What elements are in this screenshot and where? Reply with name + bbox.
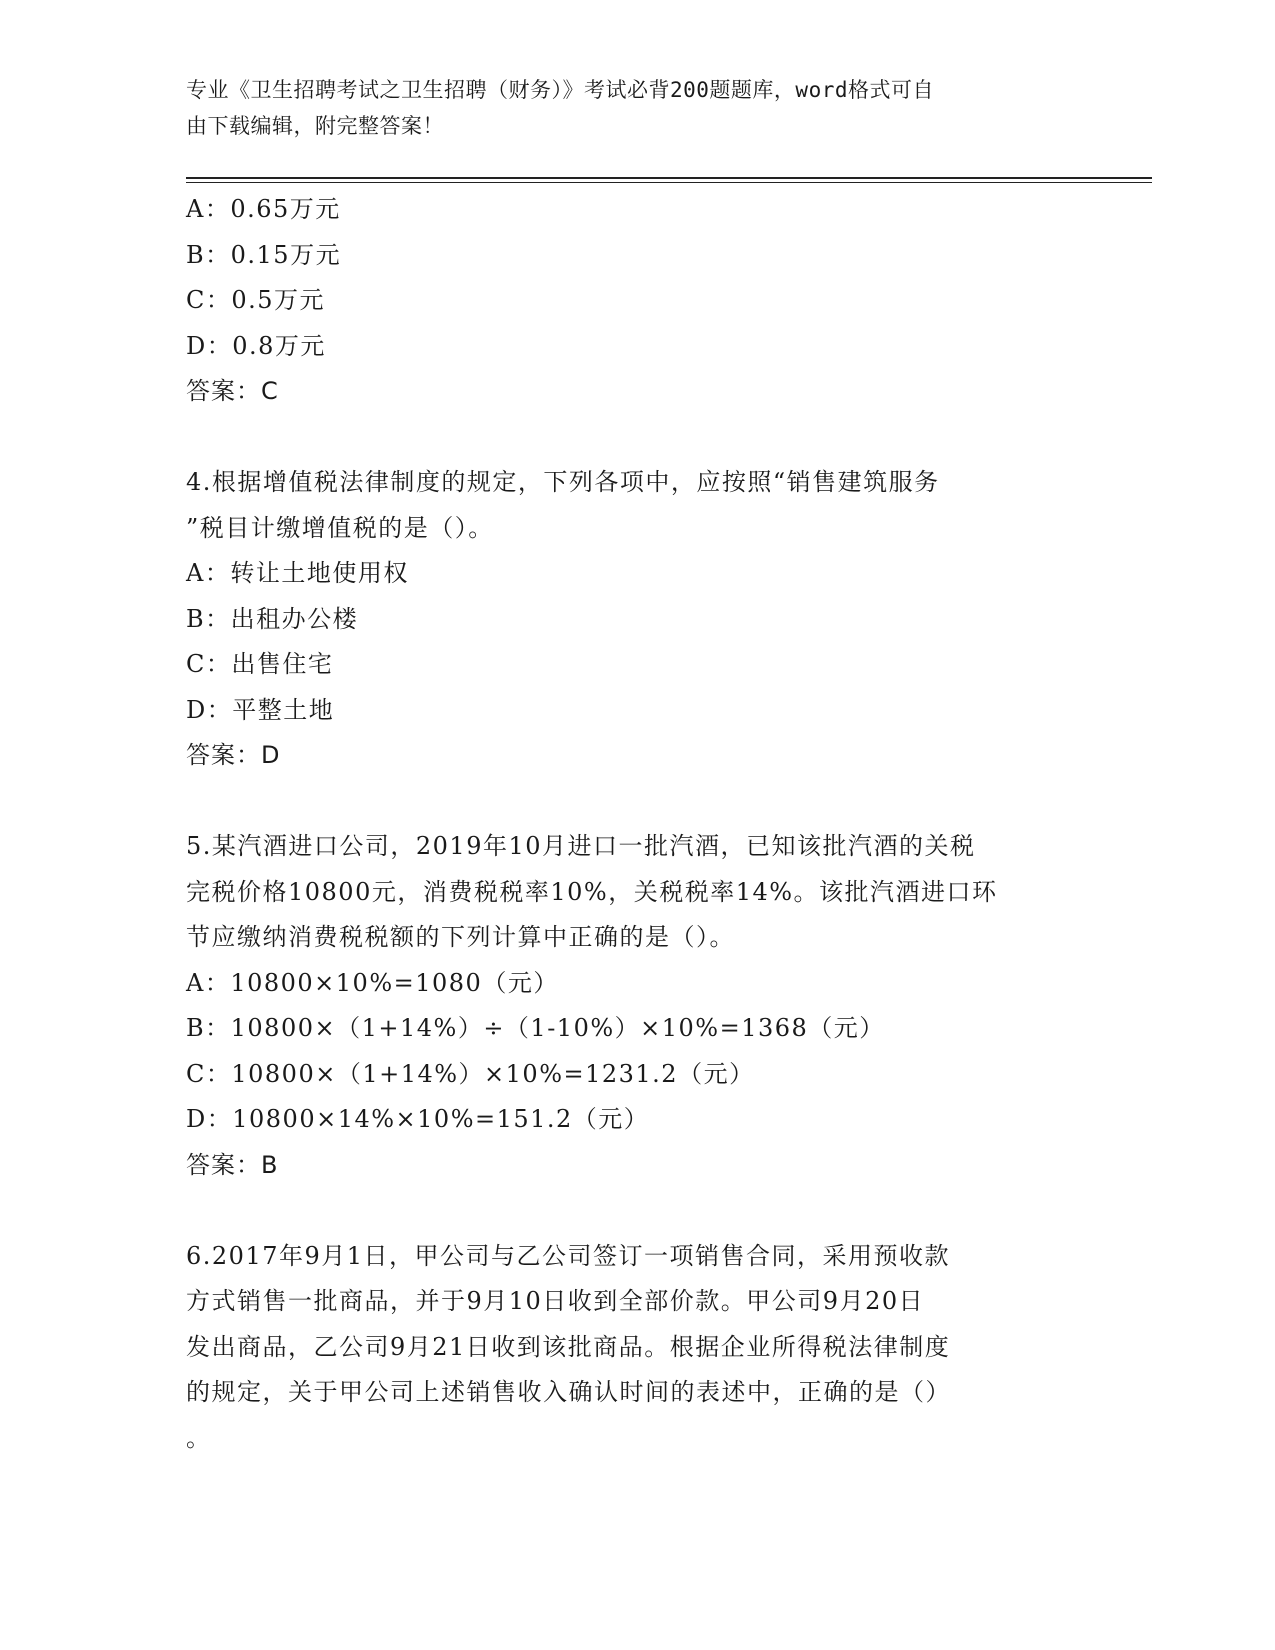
option-a: A：10800×10%=1080（元） <box>186 968 559 997</box>
spacer <box>186 1188 1086 1234</box>
option-c: C：0.5万元 <box>186 286 326 314</box>
header-line-1: 专业《卫生招聘考试之卫生招聘（财务）》考试必背200题题库，word格式可自 <box>186 78 934 102</box>
option-b: B：出租办公楼 <box>186 604 359 633</box>
spacer <box>186 779 1086 825</box>
question-stem-line: 方式销售一批商品，并于9月10日收到全部价款。甲公司9月20日 <box>186 1287 925 1315</box>
question-6 <box>186 1234 1086 1462</box>
header-line-2: 由下载编辑，附完整答案！ <box>186 114 444 138</box>
question-stem-line: 发出商品，乙公司9月21日收到该批商品。根据企业所得税法律制度 <box>186 1332 951 1361</box>
option-d: D：10800×14%×10%=151.2（元） <box>186 1105 650 1133</box>
answer: 答案：D <box>186 741 281 769</box>
question-stem-line: 6.2017年9月1日，甲公司与乙公司签订一项销售合同，采用预收款 <box>186 1241 951 1270</box>
question-4 <box>186 460 1086 779</box>
question-stem-line: 5.某汽酒进口公司，2019年10月进口一批汽酒，已知该批汽酒的关税 <box>186 832 976 860</box>
option-b: B：10800×（1+14%）÷（1-10%）×10%=1368（元） <box>186 1014 885 1042</box>
header-rule-thick <box>186 177 1152 179</box>
question-stem-line: 节应缴纳消费税税额的下列计算中正确的是（）。 <box>186 923 735 951</box>
option-c: C：10800×（1+14%）×10%=1231.2（元） <box>186 1059 755 1088</box>
document-header <box>186 72 1066 144</box>
question-stem-line: ”税目计缴增值税的是（）。 <box>186 513 494 542</box>
header-rule-thin <box>186 182 1152 183</box>
answer: 答案：C <box>186 377 279 405</box>
answer: 答案：B <box>186 1150 279 1179</box>
question-3 <box>186 187 1086 415</box>
option-a: A：转让土地使用权 <box>186 559 409 587</box>
question-stem-line: 完税价格10800元，消费税税率10%，关税税率14%。该批汽酒进口环 <box>186 877 998 906</box>
option-d: D：0.8万元 <box>186 331 326 360</box>
question-stem-line: 的规定，关于甲公司上述销售收入确认时间的表述中，正确的是（） <box>186 1378 951 1406</box>
question-stem-line: 4.根据增值税法律制度的规定，下列各项中，应按照“销售建筑服务 <box>186 468 940 496</box>
option-d: D：平整土地 <box>186 695 335 724</box>
question-content <box>186 187 1086 1461</box>
question-5 <box>186 824 1086 1188</box>
question-stem-line: 。 <box>186 1423 212 1452</box>
option-c: C：出售住宅 <box>186 650 334 678</box>
option-a: A：0.65万元 <box>186 195 341 223</box>
spacer <box>186 415 1086 461</box>
option-b: B：0.15万元 <box>186 240 342 269</box>
